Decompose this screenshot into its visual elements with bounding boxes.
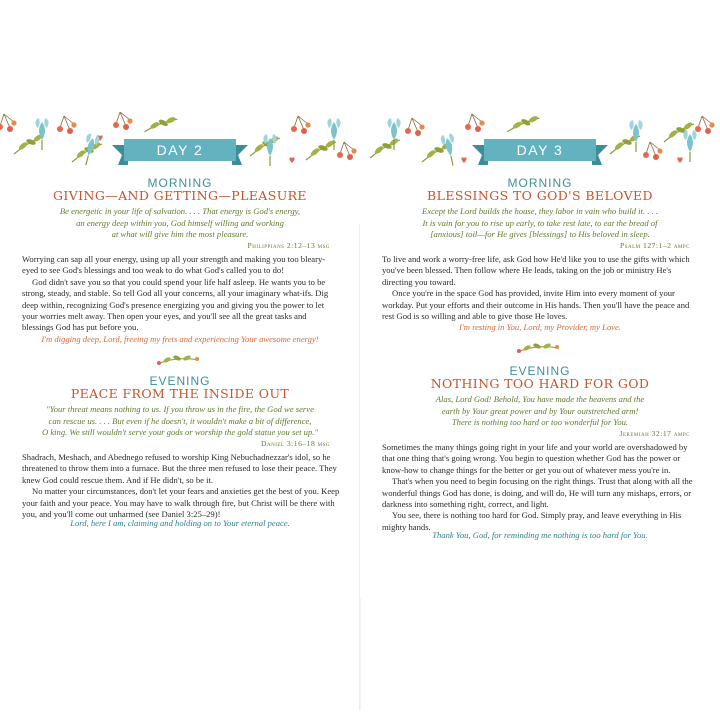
- verse-line: an energy deep within you, God himself willing and working: [76, 217, 284, 228]
- paragraph: That's when you need to begin focusing on the right things. Trust that along with all the wonderful things God has done, is doing, and will do, He will turn any mishaps, errors, or darkness into something right, correct, and light.: [382, 476, 693, 510]
- morning-prayer: I'm digging deep, Lord, freeing my frets and experiencing Your awesome energy!: [41, 334, 319, 344]
- verse-line: "Your threat means nothing to us. If you throw us in the fire, the God we serve: [46, 404, 314, 414]
- evening-prayer: Thank You, God, for reminding me nothing is too hard for You.: [432, 530, 648, 540]
- morning-verse: [382, 206, 698, 241]
- evening-verse: [382, 394, 698, 429]
- morning-verse: [22, 206, 338, 241]
- paragraph: Once you're in the space God has provided, invite Him into every moment of your workday. Put your efforts and their outcome in His hands. Then you'll have the peace and rest God is so willing and able to give those He loves.: [382, 288, 690, 322]
- verse-line: earth by Your great power and by Your outstretched arm!: [441, 405, 639, 416]
- evening-reference: Daniel 3:16–18 msg: [260, 439, 330, 448]
- evening-body: [382, 442, 700, 533]
- leaf-sprig-icon: [515, 340, 561, 356]
- verse-line: at what will give him the most pleasure.: [111, 229, 249, 239]
- verse-line: O king. We still wouldn't serve your gods or worship the gold statue you set up.": [41, 427, 319, 437]
- verse-line: can rescue us. . . . But even if he doesn't, it wouldn't make a bit of difference,: [48, 415, 312, 426]
- evening-title: PEACE FROM THE INSIDE OUT: [70, 386, 290, 401]
- paragraph: You see, there is nothing too hard for God. Simply pray, and leave everything in His mighty hands.: [382, 510, 682, 532]
- paragraph: Shadrach, Meshach, and Abednego refused to worship King Nebuchadnezzar's idol, so he threatened to throw them into a furnace. But the three men refused to lose their peace. They knew God could rescue them. And if He didn't, so be it.: [22, 452, 337, 485]
- evening-prayer: Lord, here I am, claiming and holding on to Your eternal peace.: [70, 518, 290, 528]
- verse-line: Be energetic in your life of salvation. . . . That energy is God's energy,: [59, 206, 301, 216]
- verse-line: Except the Lord builds the house, they labor in vain who build it. . . .: [422, 206, 658, 216]
- morning-reference: Psalm 127:1–2 ampc: [620, 241, 690, 250]
- morning-body: [22, 254, 340, 334]
- leaf-sprig-icon: [155, 352, 201, 368]
- verse-line: It is vain for you to rise up early, to take rest late, to eat the bread of: [422, 217, 658, 228]
- morning-reference: Philippians 2:12–13 msg: [247, 241, 330, 250]
- book-spread: [0, 112, 720, 598]
- paragraph: Worrying can sap all your energy, using up all your strength and making you too bleary-eyed to see God's blessings and too weak to do what God's called you to do!: [22, 254, 326, 276]
- morning-title: GIVING—AND GETTING—PLEASURE: [53, 188, 307, 203]
- morning-title: BLESSINGS TO GOD'S BELOVED: [427, 188, 653, 203]
- paragraph: God didn't save you so that you could spend your life half asleep. He wants you to be strong, steady, and stable. So tell God all your concerns, all your imaginary what-ifs. Dig deep within, recognizing God's presence energizing you and giving you the power to let your worries melt away. Then open your eyes, and you'll see all the great tasks and blessings God has put before you.: [22, 276, 329, 333]
- morning-label: MORNING: [507, 176, 573, 190]
- verse-line: [anxious] toil—for He gives [blessings] to His beloved in sleep.: [430, 229, 650, 239]
- page-day-2: [0, 112, 360, 598]
- verse-line: Alas, Lord God! Behold, You have made the heavens and the: [435, 394, 645, 404]
- evening-body: [22, 452, 340, 520]
- day-label: DAY 3: [516, 142, 564, 158]
- evening-label: EVENING: [149, 374, 211, 388]
- morning-prayer: I'm resting in You, Lord, my Provider, my Love.: [459, 322, 621, 332]
- evening-title: NOTHING TOO HARD FOR GOD: [430, 376, 650, 391]
- verse-line: There is nothing too hard or too wonderful for You.: [451, 417, 629, 427]
- day-label: DAY 2: [156, 142, 204, 158]
- evening-label: EVENING: [509, 364, 571, 378]
- morning-label: MORNING: [147, 176, 213, 190]
- paragraph: No matter your circumstances, don't let your fears and anxieties get the best of you. Keep your faith and your peace. You may have to walk through fire, but Christ will be there with you, and you'll come out unharmed (see Daniel 3:25–29)!: [22, 486, 340, 520]
- paragraph: Sometimes the many things going right in your life and your world are overshadowed by that one thing that's going wrong. You begin to question whether God has the power or know-how to change things for the better or get you out of whatever mess you're in.: [382, 442, 688, 475]
- morning-body: [382, 254, 700, 322]
- evening-reference: Jeremiah 32:17 ampc: [619, 429, 690, 438]
- page-day-3: [360, 112, 720, 598]
- paragraph: To live and work a worry-free life, ask God how He'd like you to use the gifts with which you've been blessed. Then follow where He leads, taking on the job or ministry He's directing you toward.: [382, 254, 690, 287]
- evening-verse: [22, 404, 338, 439]
